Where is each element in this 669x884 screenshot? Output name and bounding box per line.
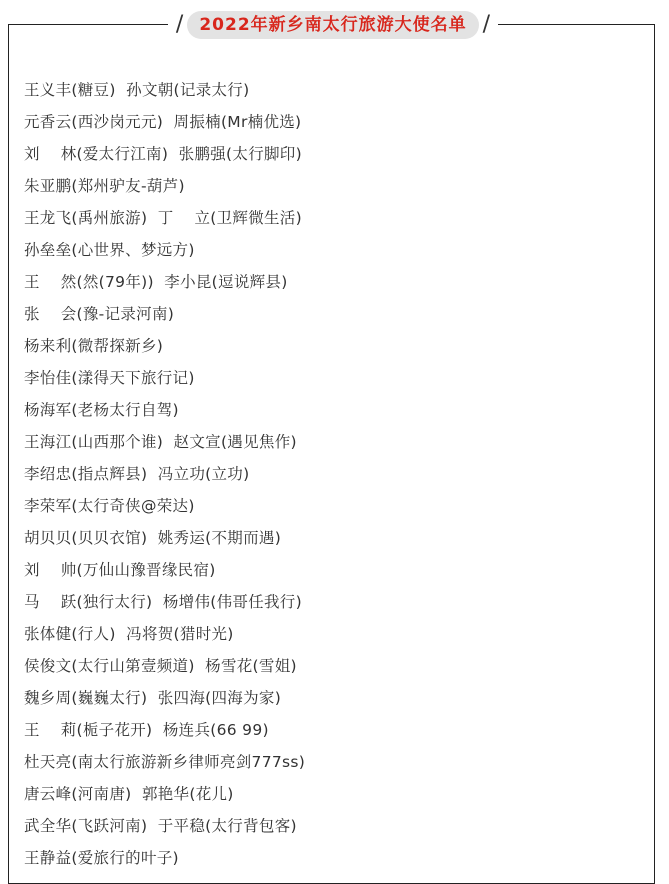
page-title: 2022年新乡南太行旅游大使名单 [187,11,478,39]
list-item: 杨海军(老杨太行自驾) [24,401,179,419]
list-item: 王海江(山西那个谁) 赵文宣(遇见焦作) [24,433,297,451]
list-item: 唐云峰(河南唐) 郭艳华(花儿) [24,785,234,803]
list-item: 刘 林(爱太行江南) 张鹏强(太行脚印) [24,145,302,163]
list-item: 杜天亮(南太行旅游新乡律师亮剑777ss) [24,753,306,771]
list-item: 李怡佳(漾得天下旅行记) [24,369,195,387]
list-item: 王义丰(糖豆) 孙文朝(记录太行) [24,81,250,99]
list-item: 武全华(飞跃河南) 于平稳(太行背包客) [24,817,297,835]
list-item: 胡贝贝(贝贝衣馆) 姚秀运(不期而遇) [24,529,282,547]
list-item: 李绍忠(指点辉县) 冯立功(立功) [24,465,250,483]
list-item: 孙垒垒(心世界、梦远方) [24,241,195,259]
title-left-slash: / [175,12,184,37]
list-item: 王龙飞(禹州旅游) 丁 立(卫辉微生活) [24,209,302,227]
list-item: 杨来利(微帮探新乡) [24,337,164,355]
list-item: 侯俊文(太行山第壹频道) 杨雪花(雪姐) [24,657,297,675]
list-item: 王 莉(栀子花开) 杨连兵(66 99) [24,721,269,739]
list-item: 张体健(行人) 冯将贺(猎时光) [24,625,234,643]
list-item: 元香云(西沙岗元元) 周振楠(Mr楠优选) [24,113,302,131]
list-item: 刘 帅(万仙山豫晋缘民宿) [24,561,216,579]
title-right-slash: / [482,12,491,37]
list-item: 朱亚鹏(郑州驴友-葫芦) [24,177,185,195]
list-item: 魏乡周(巍巍太行) 张四海(四海为家) [24,689,282,707]
list-item: 马 跃(独行太行) 杨增伟(伟哥任我行) [24,593,302,611]
list-item: 王 然(然(79年)) 李小昆(逗说辉县) [24,273,288,291]
ambassador-list [24,74,305,874]
list-item: 王静益(爱旅行的叶子) [24,849,179,867]
list-item: 李荣军(太行奇侠@荣达) [24,497,195,515]
title-banner [168,6,498,44]
list-item: 张 会(豫-记录河南) [24,305,175,323]
